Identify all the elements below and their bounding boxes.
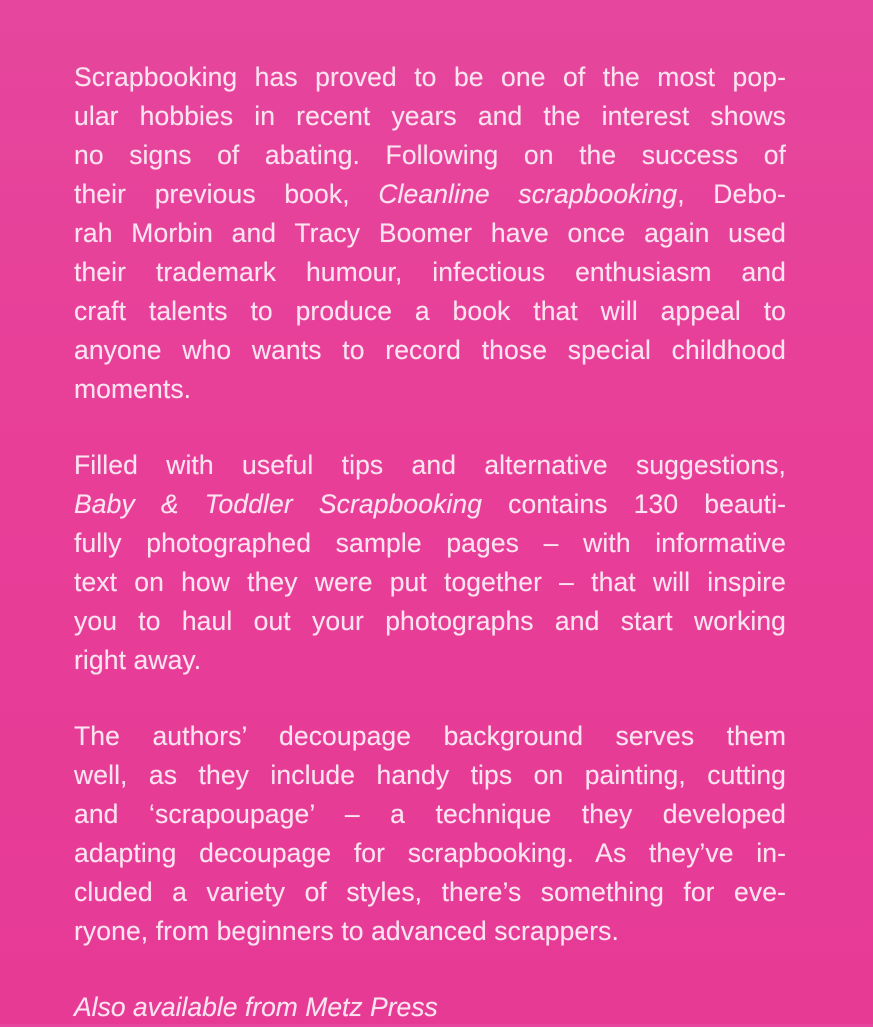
text-line: well, as they include handy tips on painting, cutting	[74, 760, 786, 790]
text-line: Scrapbooking has proved to be one of the most pop-	[74, 62, 786, 92]
text-line: you to haul out your photographs and start working	[74, 606, 786, 636]
paragraph-spacer	[74, 409, 786, 446]
text-line	[74, 175, 786, 214]
text-line	[74, 485, 786, 524]
also-available-note: Also available from Metz Press	[74, 992, 438, 1022]
text-line: ular hobbies in recent years and the interest shows	[74, 101, 786, 131]
text-line: craft talents to produce a book that will appeal to	[74, 296, 786, 326]
text-line: their trademark humour, infectious enthusiasm and	[74, 257, 786, 287]
text-line: rah Morbin and Tracy Boomer have once again used	[74, 218, 786, 248]
paragraph-intro	[74, 58, 786, 409]
paragraph-spacer	[74, 680, 786, 717]
paragraph-spacer	[74, 951, 786, 988]
text-fragment: contains 130 beauti-	[482, 489, 786, 519]
text-line: cluded a variety of styles, there’s something for eve-	[74, 877, 786, 907]
text-line: text on how they were put together – that will inspire	[74, 567, 786, 597]
paragraph-techniques	[74, 717, 786, 951]
text-line: The authors’ decoupage background serves them	[74, 721, 786, 751]
blurb-text-block	[74, 58, 786, 1027]
book-title-italic: Cleanline scrapbooking	[378, 179, 678, 209]
text-fragment: their previous book,	[74, 179, 379, 209]
text-line: and ‘scrapoupage’ – a technique they developed	[74, 799, 786, 829]
text-line: right away.	[74, 645, 202, 675]
book-title-italic: Baby & Toddler Scrapbooking	[74, 489, 483, 519]
text-line: anyone who wants to record those special childhood	[74, 335, 786, 365]
text-line: ryone, from beginners to advanced scrappers.	[74, 916, 619, 946]
text-fragment: , Debo-	[677, 179, 786, 209]
text-line: fully photographed sample pages – with informative	[74, 528, 786, 558]
text-line: Filled with useful tips and alternative suggestions,	[74, 450, 786, 480]
text-line: no signs of abating. Following on the success of	[74, 140, 786, 170]
text-line: moments.	[74, 374, 192, 404]
paragraph-contents	[74, 446, 786, 680]
text-line: adapting decoupage for scrapbooking. As they’ve in-	[74, 838, 786, 868]
